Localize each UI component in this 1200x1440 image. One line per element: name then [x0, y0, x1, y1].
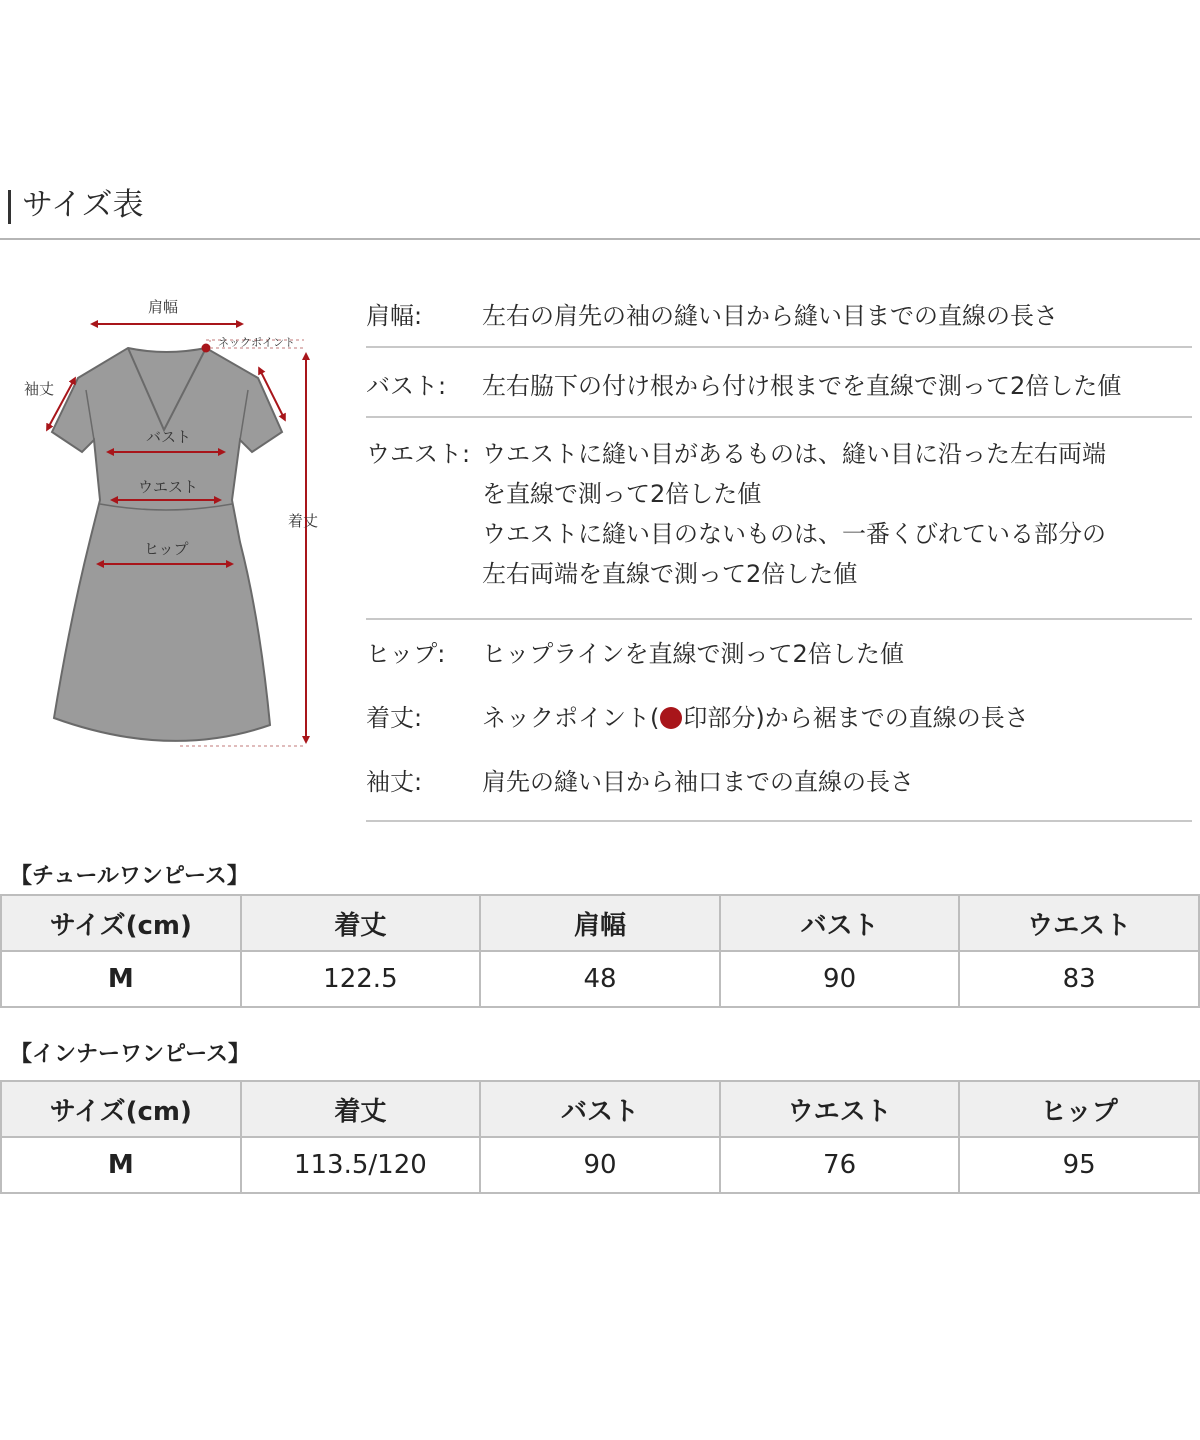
table-header-cell: ウエスト [720, 1081, 960, 1137]
definition-text: ヒップラインを直線で測って2倍した値 [482, 640, 904, 668]
length-text-after: 印部分)から裾までの直線の長さ [683, 704, 1029, 732]
definition-term: ヒップ: [366, 640, 446, 668]
table-caption: 【チュールワンピース】 [10, 864, 249, 889]
table-header-row [1, 1081, 1199, 1137]
table-cell: 90 [480, 1137, 720, 1193]
table-header-cell: バスト [480, 1081, 720, 1137]
table-cell: 122.5 [241, 951, 481, 1007]
table-row [1, 1137, 1199, 1193]
neck-point-dot [202, 344, 211, 353]
length-label: 着丈 [288, 512, 319, 530]
table-caption: 【インナーワンピース】 [10, 1042, 251, 1067]
size-table-tulle [0, 894, 1200, 1008]
table-header-row [1, 895, 1199, 951]
table-row [1, 951, 1199, 1007]
table-header-cell: サイズ(cm) [1, 1081, 241, 1137]
table-cell: 113.5/120 [241, 1137, 481, 1193]
table-header-cell: ウエスト [959, 895, 1199, 951]
table-cell: M [1, 1137, 241, 1193]
definition-term: バスト: [366, 372, 447, 400]
definition-text: ウエストに縫い目があるものは、縫い目に沿った左右両端 を直線で測って2倍した値 ウエストに縫い目のないものは、一番くびれている部分の 左右両端を直線で測って2倍した値 [482, 440, 1106, 588]
header-accent-bar [8, 190, 11, 224]
table-header-cell: 着丈 [241, 895, 481, 951]
table-header-cell: 肩幅 [480, 895, 720, 951]
definition-text [482, 698, 1192, 738]
definition-row [366, 418, 1192, 620]
measurement-definitions [366, 288, 1192, 822]
definition-text: 肩先の縫い目から袖口までの直線の長さ [482, 768, 914, 796]
header-divider [0, 238, 1200, 240]
table-cell: M [1, 951, 241, 1007]
size-table-inner [0, 1080, 1200, 1194]
table-cell: 48 [480, 951, 720, 1007]
neck-point-label: ネックポイント [218, 336, 295, 349]
shoulder-label: 肩幅 [148, 298, 179, 316]
table-cell: 83 [959, 951, 1199, 1007]
bust-label: バスト [146, 428, 192, 446]
waist-label: ウエスト [138, 478, 199, 496]
definition-text: 左右の肩先の袖の縫い目から縫い目までの直線の長さ [482, 302, 1058, 330]
definition-row [366, 686, 1192, 752]
table-cell: 95 [959, 1137, 1199, 1193]
definition-row [366, 348, 1192, 418]
table-header-cell: サイズ(cm) [1, 895, 241, 951]
sleeve-label: 袖丈 [24, 380, 55, 398]
table-cell: 90 [720, 951, 960, 1007]
measurement-diagram [0, 290, 340, 760]
table-header-cell: ヒップ [959, 1081, 1199, 1137]
definition-row [366, 752, 1192, 822]
table-header-cell: 着丈 [241, 1081, 481, 1137]
table-cell: 76 [720, 1137, 960, 1193]
definition-term: 着丈: [366, 704, 423, 732]
neck-point-marker-icon [660, 707, 682, 729]
definition-term: ウエスト: [366, 440, 471, 468]
definition-term: 袖丈: [366, 768, 423, 796]
section-header [0, 176, 1200, 242]
definition-term: 肩幅: [366, 302, 423, 330]
definition-row [366, 620, 1192, 686]
length-text-before: ネックポイント( [482, 704, 660, 732]
hip-label: ヒップ [144, 540, 189, 558]
page-title: サイズ表 [22, 187, 144, 223]
definition-text: 左右脇下の付け根から付け根までを直線で測って2倍した値 [482, 372, 1122, 400]
table-header-cell: バスト [720, 895, 960, 951]
definition-row [366, 288, 1192, 348]
